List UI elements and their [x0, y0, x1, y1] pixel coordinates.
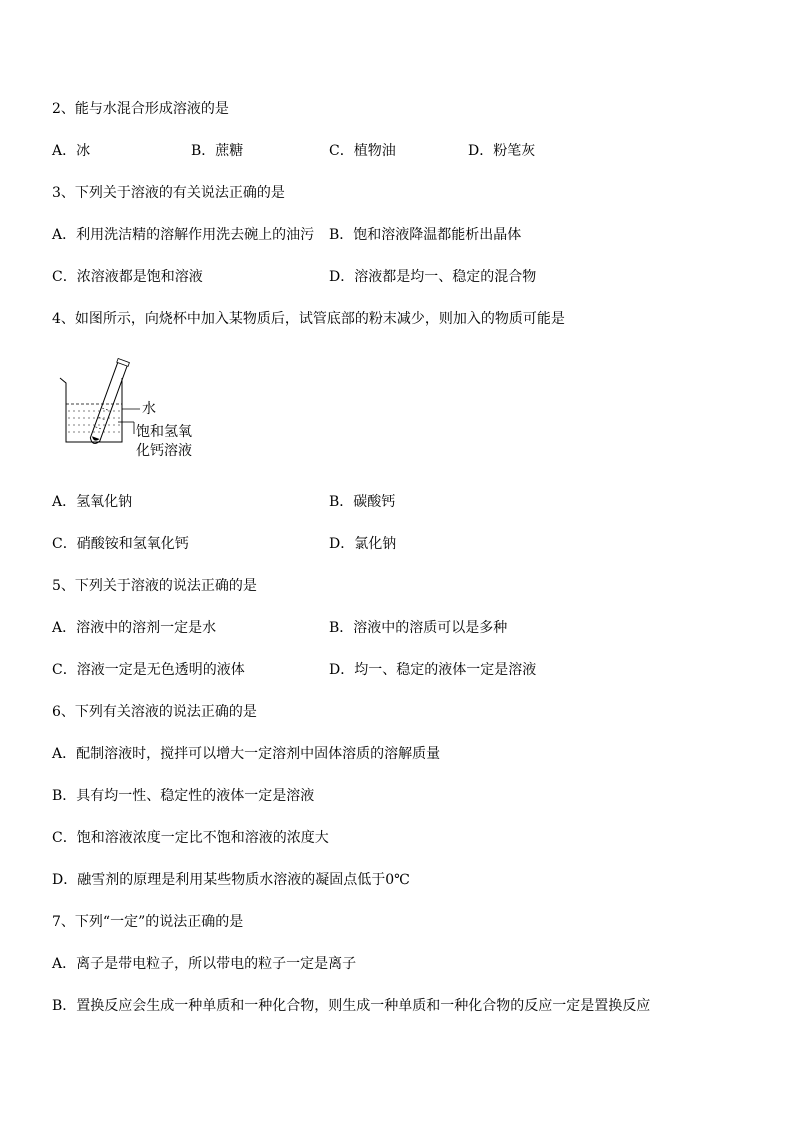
question-3-option-d: D．溶液都是均一、稳定的混合物 [329, 269, 537, 285]
question-5-option-a: A．溶液中的溶剂一定是水 [52, 620, 217, 636]
question-2-option-b: B．蔗糖 [191, 143, 244, 159]
test-tube-lip [117, 358, 130, 366]
question-3-stem: 3、下列关于溶液的有关说法正确的是 [52, 185, 285, 201]
question-6-option-c: C．饱和溶液浓度一定比不饱和溶液的浓度大 [52, 830, 329, 846]
question-3-option-c: C．浓溶液都是饱和溶液 [52, 269, 203, 285]
question-7-stem: 7、下列“一定”的说法正确的是 [52, 914, 244, 930]
beaker-outline [60, 378, 122, 442]
figure-label-solution-line1: 饱和氢氧 [136, 424, 192, 440]
tube-bottom-powder [91, 436, 100, 442]
question-5-option-d: D．均一、稳定的液体一定是溶液 [329, 662, 537, 678]
question-2-option-a: A．冰 [52, 143, 91, 159]
figure-label-water: 水 [142, 401, 156, 417]
question-5-stem: 5、下列关于溶液的说法正确的是 [52, 578, 257, 594]
question-7-option-a: A．离子是带电粒子，所以带电的粒子一定是离子 [52, 956, 357, 972]
question-3-option-a: A．利用洗洁精的溶解作用洗去碗上的油污 [52, 227, 315, 243]
tube-solution-surface [102, 408, 110, 411]
question-4-option-a: A．氢氧化钠 [52, 494, 133, 510]
question-6-option-d: D．融雪剂的原理是利用某些物质水溶液的凝固点低于0℃ [52, 872, 410, 888]
question-4-option-b: B．碳酸钙 [329, 494, 396, 510]
question-2-option-c: C．植物油 [329, 143, 396, 159]
figure-label-solution-line2: 化钙溶液 [136, 443, 192, 459]
question-6-option-a: A．配制溶液时，搅拌可以增大一定溶剂中固体溶质的溶解质量 [52, 746, 441, 762]
beaker-test-tube-figure [58, 358, 208, 463]
tube-solution-dash [95, 427, 103, 430]
tube-solution-dash [99, 417, 107, 420]
question-4-option-c: C．硝酸铵和氢氧化钙 [52, 536, 189, 552]
question-2-option-d: D．粉笔灰 [468, 143, 536, 159]
question-6-option-b: B．具有均一性、稳定性的液体一定是溶液 [52, 788, 315, 804]
question-5-option-c: C．溶液一定是无色透明的液体 [52, 662, 245, 678]
question-3-option-b: B．饱和溶液降温都能析出晶体 [329, 227, 522, 243]
question-2-stem: 2、能与水混合形成溶液的是 [52, 101, 229, 117]
question-4-option-d: D．氯化钠 [329, 536, 397, 552]
question-6-stem: 6、下列有关溶液的说法正确的是 [52, 704, 257, 720]
question-4-stem: 4、如图所示，向烧杯中加入某物质后，试管底部的粉末减少，则加入的物质可能是 [52, 311, 565, 327]
question-7-option-b: B．置换反应会生成一种单质和一种化合物，则生成一种单质和一种化合物的反应一定是置换反应 [52, 998, 651, 1014]
question-5-option-b: B．溶液中的溶质可以是多种 [329, 620, 508, 636]
